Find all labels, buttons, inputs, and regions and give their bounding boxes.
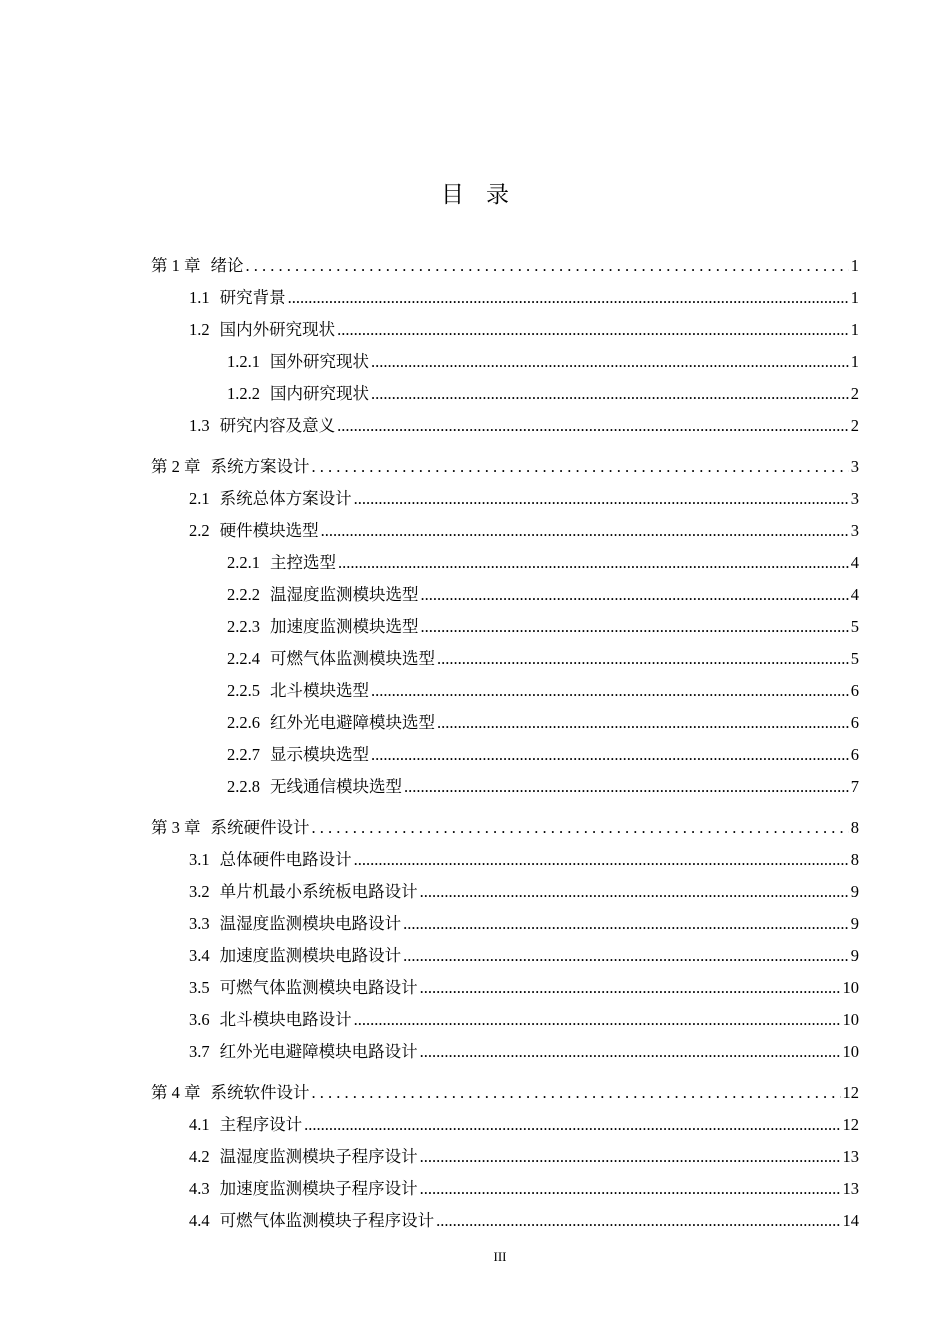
toc-entry-title: 总体硬件电路设计 — [219, 850, 352, 869]
toc-entry-number: 3.3 — [189, 914, 210, 933]
toc-entry-title: 主控选型 — [270, 553, 336, 572]
toc-dot-leader — [246, 256, 849, 276]
toc-entry-number: 3.6 — [189, 1010, 210, 1029]
toc-entry-number: 3.2 — [189, 882, 210, 901]
page-title: 目录 — [441, 182, 531, 208]
toc-entry-number: 1.1 — [189, 288, 210, 307]
toc-dot-leader — [371, 745, 849, 765]
toc-entry[interactable] — [151, 806, 859, 838]
toc-entry-page: 13 — [842, 1179, 859, 1198]
toc-dot-leader — [420, 882, 849, 902]
toc-entry[interactable] — [151, 509, 859, 541]
toc-entry-page: 12 — [842, 1083, 859, 1102]
toc-entry-title: 北斗模块电路设计 — [219, 1010, 352, 1029]
toc-entry-title: 加速度监测模块选型 — [270, 617, 419, 636]
toc-entry-number: 2.1 — [189, 489, 210, 508]
toc-entry-number: 1.2 — [189, 320, 210, 339]
toc-entry-number: 2.2.2 — [227, 585, 260, 604]
toc-dot-leader — [404, 777, 849, 797]
toc-entry-number: 1.3 — [189, 416, 210, 435]
toc-entry[interactable] — [151, 934, 859, 966]
toc-entry-page: 1 — [850, 288, 859, 307]
page-number: III — [493, 1249, 507, 1264]
toc-dot-leader — [321, 521, 849, 541]
toc-entry-page: 3 — [850, 457, 859, 476]
toc-entry-title: 硬件模块选型 — [219, 521, 319, 540]
toc-entry-title: 可燃气体监测模块子程序设计 — [219, 1211, 435, 1230]
toc-dot-leader — [354, 489, 849, 509]
toc-entry-page: 5 — [850, 649, 859, 668]
toc-entry-page: 10 — [842, 1010, 859, 1029]
toc-entry-title: 可燃气体监测模块电路设计 — [219, 978, 418, 997]
toc-entry-page: 1 — [850, 256, 859, 275]
toc-entry-page: 2 — [850, 416, 859, 435]
toc-dot-leader — [437, 649, 849, 669]
toc-entry[interactable] — [151, 669, 859, 701]
toc-entry-page: 12 — [842, 1115, 859, 1134]
toc-entry-page: 6 — [850, 681, 859, 700]
toc-entry[interactable] — [151, 998, 859, 1030]
table-of-contents — [151, 244, 859, 1231]
toc-entry[interactable] — [151, 870, 859, 902]
toc-dot-leader — [337, 416, 849, 436]
toc-entry[interactable] — [151, 477, 859, 509]
toc-entry[interactable] — [151, 340, 859, 372]
toc-entry-number: 3.1 — [189, 850, 210, 869]
toc-entry[interactable] — [151, 701, 859, 733]
toc-entry-number: 2.2.7 — [227, 745, 260, 764]
toc-entry-page: 9 — [850, 914, 859, 933]
toc-entry-title: 红外光电避障模块选型 — [270, 713, 435, 732]
toc-entry-page: 3 — [850, 521, 859, 540]
toc-entry-number: 4.1 — [189, 1115, 210, 1134]
toc-entry-page: 5 — [850, 617, 859, 636]
toc-dot-leader — [420, 1179, 841, 1199]
toc-entry-number: 3.4 — [189, 946, 210, 965]
toc-entry-number: 2.2.1 — [227, 553, 260, 572]
toc-entry-title: 国外研究现状 — [270, 352, 369, 371]
toc-entry-page: 6 — [850, 745, 859, 764]
toc-dot-leader — [420, 1042, 841, 1062]
toc-dot-leader — [437, 713, 849, 733]
toc-entry[interactable] — [151, 838, 859, 870]
toc-entry-title: 加速度监测模块子程序设计 — [219, 1179, 418, 1198]
toc-entry-page: 4 — [850, 585, 859, 604]
toc-entry-page: 1 — [850, 320, 859, 339]
toc-dot-leader — [337, 320, 849, 340]
toc-entry-number: 第 3 章 — [151, 818, 201, 837]
toc-entry-title: 国内研究现状 — [270, 384, 369, 403]
toc-entry-title: 系统硬件设计 — [210, 818, 310, 837]
toc-dot-leader — [288, 288, 849, 308]
toc-dot-leader — [420, 978, 841, 998]
toc-entry[interactable] — [151, 573, 859, 605]
toc-dot-leader — [421, 585, 849, 605]
toc-dot-leader — [421, 617, 849, 637]
toc-entry-number: 2.2.4 — [227, 649, 260, 668]
toc-entry-page: 10 — [842, 1042, 859, 1061]
toc-entry-number: 4.4 — [189, 1211, 210, 1230]
toc-entry-title: 温湿度监测模块子程序设计 — [219, 1147, 418, 1166]
toc-dot-leader — [403, 914, 849, 934]
toc-entry-page: 8 — [850, 850, 859, 869]
toc-entry-number: 4.3 — [189, 1179, 210, 1198]
toc-entry-number: 3.7 — [189, 1042, 210, 1061]
toc-entry-title: 温湿度监测模块选型 — [270, 585, 419, 604]
toc-dot-leader — [354, 850, 849, 870]
toc-entry-title: 加速度监测模块电路设计 — [219, 946, 402, 965]
toc-entry-title: 北斗模块选型 — [270, 681, 369, 700]
toc-entry[interactable] — [151, 765, 859, 797]
toc-entry[interactable] — [151, 1199, 859, 1231]
toc-entry-title: 主程序设计 — [219, 1115, 303, 1134]
toc-dot-leader — [420, 1147, 841, 1167]
toc-entry-page: 8 — [850, 818, 859, 837]
toc-entry-number: 2.2.6 — [227, 713, 260, 732]
toc-entry-title: 温湿度监测模块电路设计 — [219, 914, 402, 933]
toc-entry-number: 1.2.1 — [227, 352, 260, 371]
toc-entry-title: 无线通信模块选型 — [270, 777, 402, 796]
toc-entry-number: 第 1 章 — [151, 256, 201, 275]
toc-entry-page: 9 — [850, 946, 859, 965]
toc-entry[interactable] — [151, 605, 859, 637]
toc-dot-leader — [371, 681, 849, 701]
toc-entry-number: 2.2 — [189, 521, 210, 540]
toc-dot-leader — [403, 946, 849, 966]
toc-entry-title: 系统软件设计 — [210, 1083, 310, 1102]
toc-entry[interactable] — [151, 1135, 859, 1167]
toc-entry-number: 1.2.2 — [227, 384, 260, 403]
toc-entry[interactable] — [151, 637, 859, 669]
toc-entry-title: 系统总体方案设计 — [219, 489, 352, 508]
toc-entry-page: 10 — [842, 978, 859, 997]
toc-entry-title: 研究背景 — [219, 288, 286, 307]
toc-entry-title: 可燃气体监测模块选型 — [270, 649, 435, 668]
toc-entry-number: 第 2 章 — [151, 457, 201, 476]
toc-entry[interactable] — [151, 372, 859, 404]
toc-entry-page: 7 — [850, 777, 859, 796]
toc-entry-number: 2.2.8 — [227, 777, 260, 796]
toc-entry-title: 红外光电避障模块电路设计 — [219, 1042, 418, 1061]
toc-dot-leader — [338, 553, 849, 573]
toc-dot-leader — [354, 1010, 841, 1030]
toc-dot-leader — [371, 352, 849, 372]
toc-entry-page: 2 — [850, 384, 859, 403]
toc-entry[interactable] — [151, 244, 859, 276]
toc-entry[interactable] — [151, 733, 859, 765]
toc-entry[interactable] — [151, 1030, 859, 1062]
toc-dot-leader — [312, 1083, 841, 1103]
toc-entry[interactable] — [151, 902, 859, 934]
toc-entry-page: 1 — [850, 352, 859, 371]
toc-entry-number: 2.2.3 — [227, 617, 260, 636]
toc-entry-title: 国内外研究现状 — [219, 320, 336, 339]
toc-dot-leader — [312, 818, 849, 838]
toc-entry-title: 系统方案设计 — [210, 457, 310, 476]
toc-entry[interactable] — [151, 1167, 859, 1199]
toc-entry-title: 显示模块选型 — [270, 745, 369, 764]
toc-entry[interactable] — [151, 276, 859, 308]
toc-entry-number: 2.2.5 — [227, 681, 260, 700]
toc-entry-page: 9 — [850, 882, 859, 901]
toc-entry-number: 4.2 — [189, 1147, 210, 1166]
toc-dot-leader — [312, 457, 849, 477]
toc-entry-page: 4 — [850, 553, 859, 572]
toc-entry[interactable] — [151, 445, 859, 477]
toc-dot-leader — [304, 1115, 840, 1135]
toc-entry[interactable] — [151, 1103, 859, 1135]
toc-entry[interactable] — [151, 1071, 859, 1103]
toc-entry[interactable] — [151, 541, 859, 573]
toc-entry-number: 第 4 章 — [151, 1083, 201, 1102]
toc-entry[interactable] — [151, 404, 859, 436]
toc-entry-page: 14 — [842, 1211, 859, 1230]
toc-entry-page: 13 — [842, 1147, 859, 1166]
toc-dot-leader — [371, 384, 849, 404]
toc-entry[interactable] — [151, 966, 859, 998]
toc-entry-title: 绪论 — [210, 256, 244, 275]
toc-entry-title: 研究内容及意义 — [219, 416, 336, 435]
toc-entry-title: 单片机最小系统板电路设计 — [219, 882, 418, 901]
toc-entry-page: 6 — [850, 713, 859, 732]
toc-entry[interactable] — [151, 308, 859, 340]
toc-entry-page: 3 — [850, 489, 859, 508]
toc-dot-leader — [436, 1211, 840, 1231]
toc-entry-number: 3.5 — [189, 978, 210, 997]
